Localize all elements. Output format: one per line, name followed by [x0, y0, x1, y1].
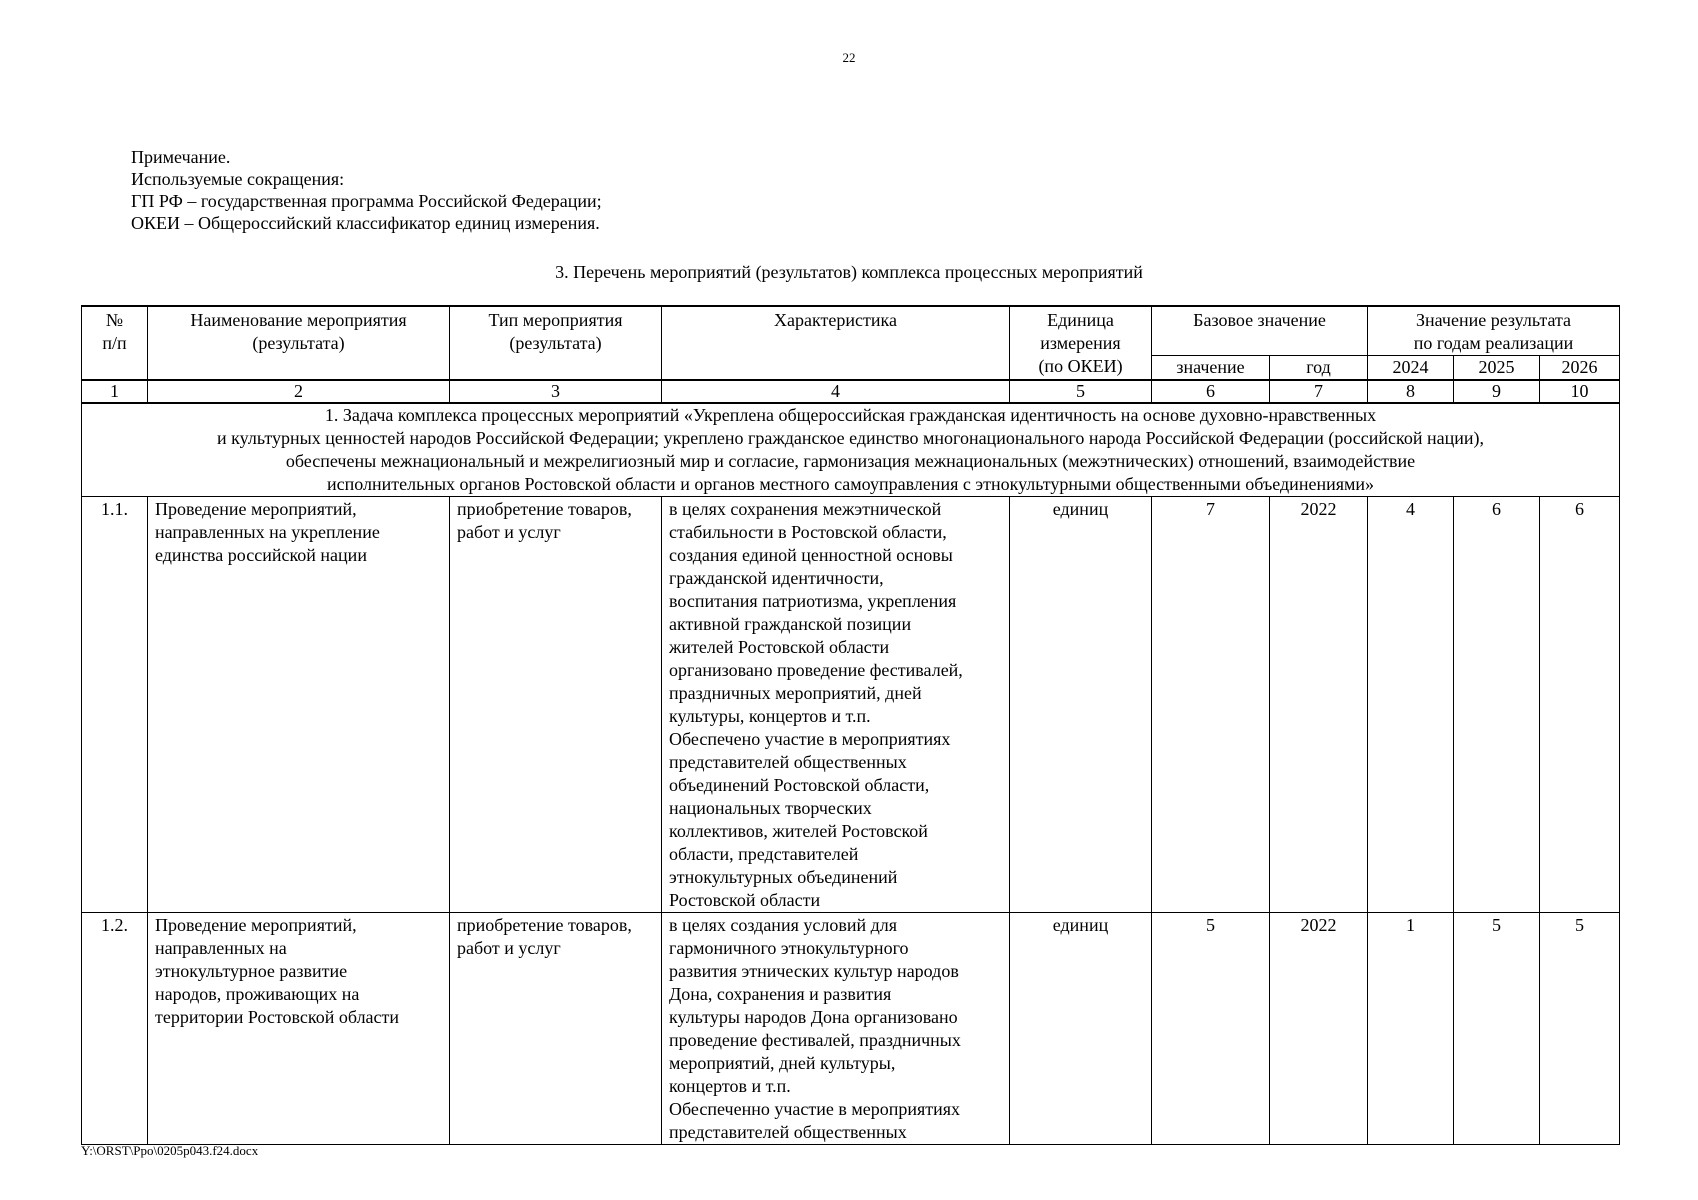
- column-number: 1: [82, 380, 148, 403]
- header-year-2025: 2025: [1454, 356, 1540, 381]
- header-year-2024: 2024: [1368, 356, 1454, 381]
- column-number: 5: [1010, 380, 1152, 403]
- row-unit: единиц: [1010, 913, 1152, 1145]
- header-unit: Единица измерения (по ОКЕИ): [1010, 306, 1152, 380]
- column-number: 4: [662, 380, 1010, 403]
- column-number: 2: [148, 380, 450, 403]
- row-name: Проведение мероприятий, направленных на укрепление единства российской нации: [148, 497, 450, 913]
- row-name: Проведение мероприятий, направленных на этнокультурное развитие народов, проживающих на территории Ростовской области: [148, 913, 450, 1145]
- note-line: Используемые сокращения:: [131, 169, 345, 189]
- column-numbers-row: [82, 380, 1620, 403]
- row-value-2026: 5: [1540, 913, 1620, 1145]
- column-number: 10: [1540, 380, 1620, 403]
- row-value-2025: 6: [1454, 497, 1540, 913]
- row-type: приобретение товаров, работ и услуг: [450, 497, 662, 913]
- row-value-2024: 4: [1368, 497, 1454, 913]
- table-row: [82, 497, 1620, 913]
- row-value-2024: 1: [1368, 913, 1454, 1145]
- task-description: 1. Задача комплекса процессных мероприятий «Укреплена общероссийская гражданская идентичность на основе духовно-нравственных и культурных ценностей народов Российской Федерации; укреплено гражданское единство многонационального народа Российской Федерации (российской нации), обеспечены межнациональный и межрелигиозный мир и согласие, гармонизация межнациональных (межэтнических) отношений, взаимодействие исполнительных органов Ростовской области и органов местного самоуправления с этнокультурными общественными объединениями»: [82, 403, 1620, 497]
- row-characteristic: в целях создания условий для гармоничного этнокультурного развития этнических культур народов Дона, сохранения и развития культуры народов Дона организовано проведение фестивалей, праздничных мероприятий, дней культуры, концертов и т.п. Обеспеченно участие в мероприятиях представителей общественных: [662, 913, 1010, 1145]
- header-year-2026: 2026: [1540, 356, 1620, 381]
- row-type: приобретение товаров, работ и услуг: [450, 913, 662, 1145]
- row-num: 1.1.: [82, 497, 148, 913]
- row-base-year: 2022: [1270, 913, 1368, 1145]
- row-characteristic: в целях сохранения межэтнической стабильности в Ростовской области, создания единой ценностной основы гражданской идентичности, воспитания патриотизма, укрепления активной гражданской позиции жителей Ростовской области организовано проведение фестивалей, праздничных мероприятий, дней культуры, концертов и т.п. Обеспечено участие в мероприятиях представителей общественных объединений Ростовской области, национальных творческих коллективов, жителей Ростовской области, представителей этнокультурных объединений Ростовской области: [662, 497, 1010, 913]
- activities-table: [81, 305, 1620, 1145]
- file-path-footer: Y:\ORST\Ppo\0205p043.f24.docx: [81, 1143, 259, 1158]
- note-line: Примечание.: [131, 147, 231, 167]
- column-number: 6: [1152, 380, 1270, 403]
- section-title: 3. Перечень мероприятий (результатов) комплекса процессных мероприятий: [555, 262, 1143, 282]
- note-block: [131, 146, 602, 234]
- note-line: ГП РФ – государственная программа Российской Федерации;: [131, 191, 602, 211]
- column-number: 3: [450, 380, 662, 403]
- header-num: № п/п: [82, 306, 148, 380]
- row-base-value: 5: [1152, 913, 1270, 1145]
- page-number: 22: [842, 50, 856, 65]
- row-num: 1.2.: [82, 913, 148, 1145]
- row-base-value: 7: [1152, 497, 1270, 913]
- row-base-year: 2022: [1270, 497, 1368, 913]
- header-name: Наименование мероприятия (результата): [148, 306, 450, 380]
- header-type: Тип мероприятия (результата): [450, 306, 662, 380]
- row-value-2026: 6: [1540, 497, 1620, 913]
- task-row: [82, 403, 1620, 497]
- header-base-year-sub: год: [1270, 356, 1368, 381]
- header-characteristic: Характеристика: [662, 306, 1010, 380]
- row-value-2025: 5: [1454, 913, 1540, 1145]
- row-unit: единиц: [1010, 497, 1152, 913]
- note-line: ОКЕИ – Общероссийский классификатор единиц измерения.: [131, 213, 600, 233]
- header-base-value: Базовое значение: [1152, 306, 1368, 356]
- column-number: 9: [1454, 380, 1540, 403]
- header-result: Значение результата по годам реализации: [1368, 306, 1620, 356]
- column-number: 8: [1368, 380, 1454, 403]
- header-base-value-sub: значение: [1152, 356, 1270, 381]
- column-number: 7: [1270, 380, 1368, 403]
- table-row: [82, 913, 1620, 1145]
